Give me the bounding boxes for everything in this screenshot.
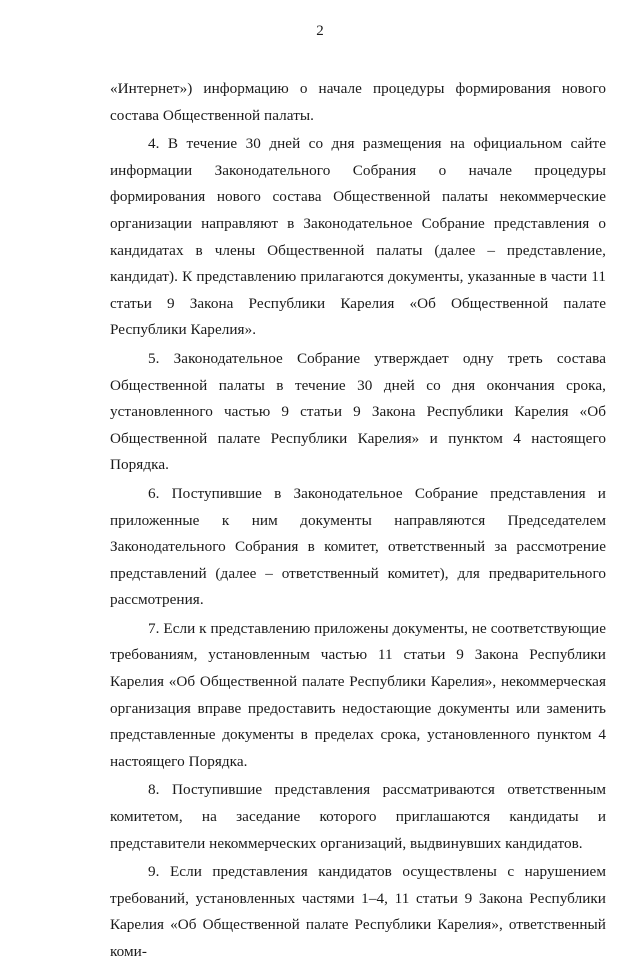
paragraph-item-9: 9. Если представления кандидатов осуществлены с нарушением требований, установленных частями 1–4, 11 статьи 9 Закона Республики Карелия «Об Общественной палате Республики Карелия», ответственный коми-	[110, 863, 606, 960]
paragraph-item-5: 5. Законодательное Собрание утверждает одну треть состава Общественной палаты в течение 30 дней со дня окончания срока, установленного частью 9 статьи 9 Закона Республики Карелия «Об Общественной палате Республики Карелия» и пунктом 4 настоящего Порядка.	[110, 349, 606, 474]
document-body	[110, 76, 606, 968]
paragraph-item-7: 7. Если к представлению приложены документы, не соответствующие требованиям, установленным частью 11 статьи 9 Закона Республики Карелия «Об Общественной палате Республики Карелия», некоммерческая организация вправе предоставить недостающие документы или заменить представленные документы в пределах срока, установленного пунктом 4 настоящего Порядка.	[110, 619, 606, 770]
paragraph-continuation: «Интернет») информацию о начале процедуры формирования нового состава Общественной палаты.	[110, 80, 606, 124]
paragraph-item-4: 4. В течение 30 дней со дня размещения на официальном сайте информации Законодательного Собрания о начале процедуры формирования нового состава Общественной палаты некоммерческие организации направляют в Законодательное Собрание представления о кандидатах в члены Общественной палаты (далее – представление, кандидат). К представлению прилагаются документы, указанные в части 11 статьи 9 Закона Республики Карелия «Об Общественной палате Республики Карелия».	[110, 135, 606, 339]
paragraph-item-8: 8. Поступившие представления рассматриваются ответственным комитетом, на заседание которого приглашаются кандидаты и представители некоммерческих организаций, выдвинувших кандидатов.	[110, 781, 606, 852]
page-number: 2	[316, 23, 324, 39]
paragraph-item-6: 6. Поступившие в Законодательное Собрание представления и приложенные к ним документы направляются Председателем Законодательного Собрания в комитет, ответственный за рассмотрение представлений (далее – ответственный комитет), для предварительного рассмотрения.	[110, 484, 606, 609]
